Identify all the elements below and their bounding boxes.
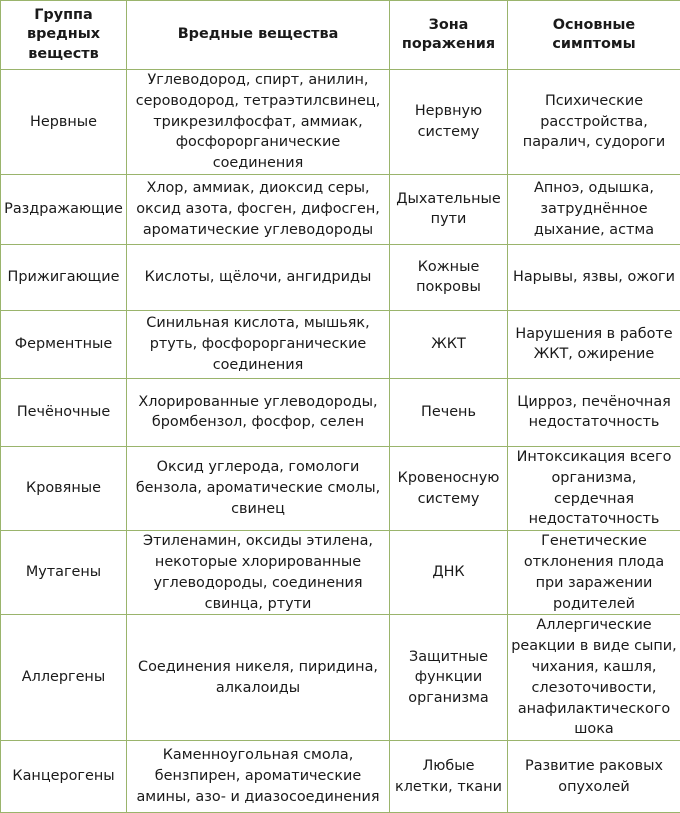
group-cell: Аллергены [1, 615, 127, 741]
zone-cell: ДНК [390, 531, 508, 615]
header-symptoms [508, 1, 680, 70]
symptoms-cell: Генетические отклонения плода при заражении родителей [508, 531, 680, 615]
group-cell: Печёночные [1, 378, 127, 446]
table-row [1, 310, 680, 378]
substances-cell: Хлор, аммиак, диоксид серы, оксид азота, фосген, дифосген, ароматические углеводороды [127, 174, 390, 244]
substances-cell: Кислоты, щёлочи, ангидриды [127, 244, 390, 310]
table-row [1, 378, 680, 446]
group-cell: Ферментные [1, 310, 127, 378]
header-group [1, 1, 127, 70]
zone-cell: Дыхательные пути [390, 174, 508, 244]
symptoms-cell: Развитие раковых опухолей [508, 741, 680, 813]
group-cell: Раздражающие [1, 174, 127, 244]
substances-cell: Хлорированные углеводороды, бромбензол, фосфор, селен [127, 378, 390, 446]
substances-cell: Синильная кислота, мышьяк, ртуть, фосфорорганические соединения [127, 310, 390, 378]
symptoms-cell: Психические расстройства, паралич, судороги [508, 70, 680, 175]
symptoms-cell: Апноэ, одышка, затруднённое дыхание, астма [508, 174, 680, 244]
table-row [1, 70, 680, 175]
table-row [1, 531, 680, 615]
symptoms-cell: Аллергические реакции в виде сыпи, чихания, кашля, слезоточивости, анафилактического шока [508, 615, 680, 741]
header-substances-label: Вредные вещества [130, 25, 386, 45]
substances-cell: Соединения никеля, пиридина, алкалоиды [127, 615, 390, 741]
substances-cell: Оксид углерода, гомологи бензола, ароматические смолы, свинец [127, 446, 390, 530]
header-row [1, 1, 680, 70]
symptoms-cell: Интоксикация всего организма, сердечная недостаточность [508, 446, 680, 530]
table-row [1, 446, 680, 530]
header-zone [390, 1, 508, 70]
group-cell: Кровяные [1, 446, 127, 530]
table-row [1, 174, 680, 244]
table-row [1, 741, 680, 813]
symptoms-cell: Нарывы, язвы, ожоги [508, 244, 680, 310]
header-symptoms-label: Основные симптомы [511, 16, 677, 55]
header-zone-label: Зона поражения [393, 16, 504, 55]
group-cell: Мутагены [1, 531, 127, 615]
table-row [1, 615, 680, 741]
header-group-label: Группа вредных веществ [4, 6, 123, 65]
group-cell: Прижигающие [1, 244, 127, 310]
symptoms-cell: Нарушения в работе ЖКТ, ожирение [508, 310, 680, 378]
header-substances [127, 1, 390, 70]
zone-cell: Печень [390, 378, 508, 446]
table-body [1, 70, 680, 813]
zone-cell: Любые клетки, ткани [390, 741, 508, 813]
zone-cell: ЖКТ [390, 310, 508, 378]
zone-cell: Защитные функции организма [390, 615, 508, 741]
zone-cell: Нервную систему [390, 70, 508, 175]
table-row [1, 244, 680, 310]
substances-cell: Каменноугольная смола, бензпирен, ароматические амины, азо- и диазосоединения [127, 741, 390, 813]
group-cell: Нервные [1, 70, 127, 175]
substances-cell: Этиленамин, оксиды этилена, некоторые хлорированные углеводороды, соединения свинца, ртути [127, 531, 390, 615]
symptoms-cell: Цирроз, печёночная недостаточность [508, 378, 680, 446]
zone-cell: Кровеносную систему [390, 446, 508, 530]
zone-cell: Кожные покровы [390, 244, 508, 310]
table-header [1, 1, 680, 70]
substances-cell: Углеводород, спирт, анилин, сероводород, тетраэтилсвинец, трикрезилфосфат, аммиак, фосфорорганические соединения [127, 70, 390, 175]
group-cell: Канцерогены [1, 741, 127, 813]
